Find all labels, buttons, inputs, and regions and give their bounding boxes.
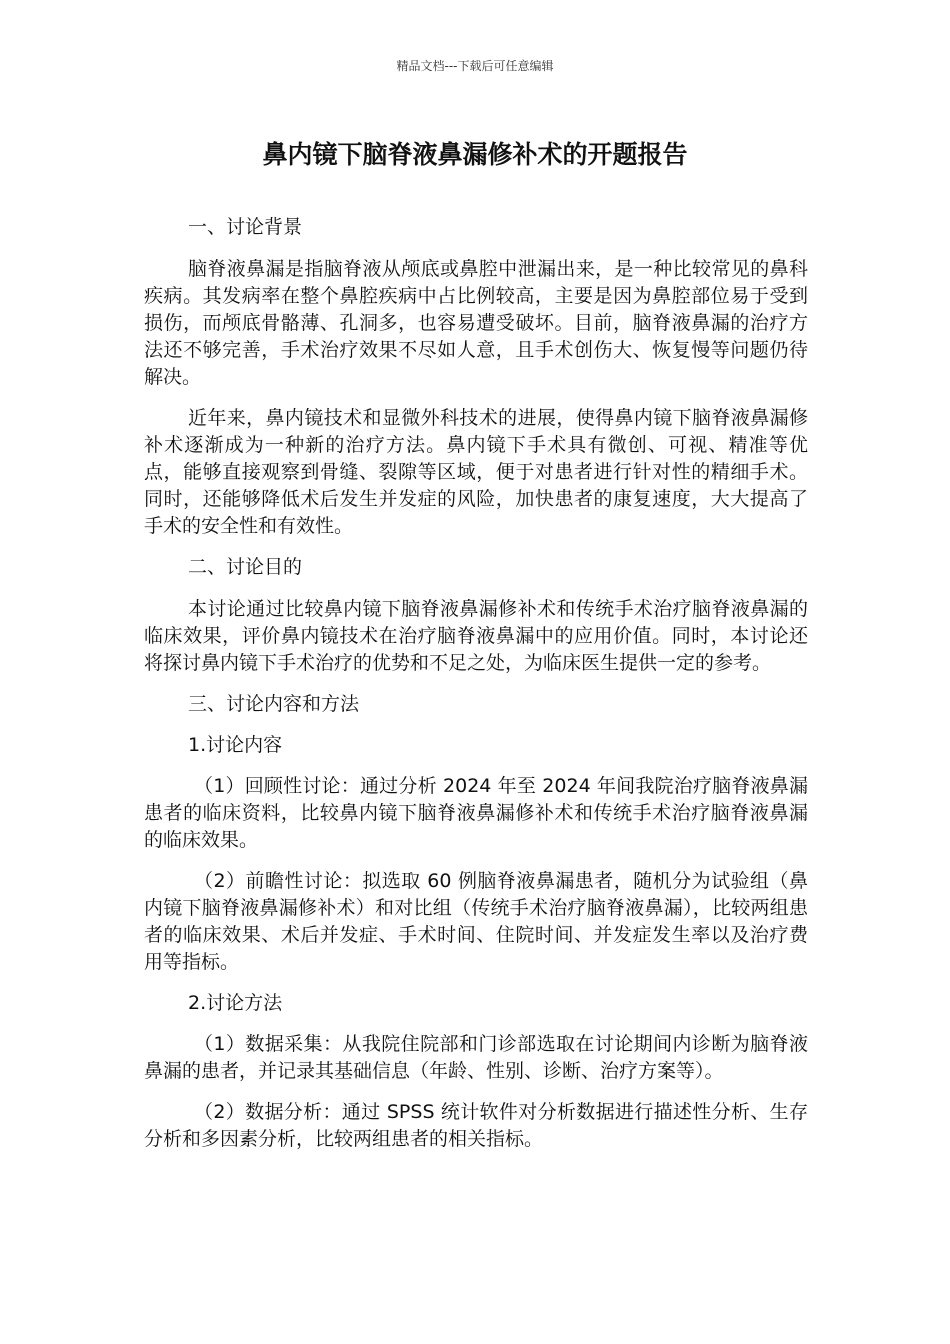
document-title: 鼻内镜下脑脊液鼻漏修补术的开题报告 (262, 140, 688, 169)
subsection-heading-content: 1.讨论内容 (188, 734, 283, 756)
methods-paragraph-data-analysis: （2）数据分析：通过 SPSS 统计软件对分析数据进行描述性分析、生存分析和多因素分析，比较两组患者的相关指标。 (144, 1101, 808, 1150)
background-paragraph-1: 脑脊液鼻漏是指脑脊液从颅底或鼻腔中泄漏出来，是一种比较常见的鼻科疾病。其发病率在整个鼻腔疾病中占比例较高，主要是因为鼻腔部位易于受到损伤，而颅底骨骼薄、孔洞多，也容易遭受破坏。目前，脑脊液鼻漏的治疗方法还不够完善，手术治疗效果不尽如人意，且手术创伤大、恢复慢等问题仍待解决。 (144, 258, 808, 388)
header-note: 精品文档---下载后可任意编辑 (396, 59, 554, 73)
document-body (144, 214, 808, 1153)
subsection-heading-methods: 2.讨论方法 (188, 992, 283, 1014)
section-heading-background: 一、讨论背景 (188, 216, 303, 238)
section-heading-content-methods: 三、讨论内容和方法 (188, 693, 360, 715)
content-paragraph-prospective: （2）前瞻性讨论：拟选取 60 例脑脊液鼻漏患者，随机分为试验组（鼻内镜下脑脊液鼻漏修补术）和对比组（传统手术治疗脑脊液鼻漏），比较两组患者的临床效果、术后并发症、手术时间、住院时间、并发症发生率以及治疗费用等指标。 (144, 870, 808, 973)
content-paragraph-retrospective: （1）回顾性讨论：通过分析 2024 年至 2024 年间我院治疗脑脊液鼻漏患者的临床资料，比较鼻内镜下脑脊液鼻漏修补术和传统手术治疗脑脊液鼻漏的临床效果。 (144, 775, 808, 851)
background-paragraph-2: 近年来，鼻内镜技术和显微外科技术的进展，使得鼻内镜下脑脊液鼻漏修补术逐渐成为一种新的治疗方法。鼻内镜下手术具有微创、可视、精准等优点，能够直接观察到骨缝、裂隙等区域，便于对患者进行针对性的精细手术。同时，还能够降低术后发生并发症的风险，加快患者的康复速度，大大提高了手术的安全性和有效性。 (144, 407, 808, 537)
section-heading-purpose: 二、讨论目的 (188, 556, 303, 578)
purpose-paragraph: 本讨论通过比较鼻内镜下脑脊液鼻漏修补术和传统手术治疗脑脊液鼻漏的临床效果，评价鼻内镜技术在治疗脑脊液鼻漏中的应用价值。同时，本讨论还将探讨鼻内镜下手术治疗的优势和不足之处，为临床医生提供一定的参考。 (144, 598, 808, 674)
methods-paragraph-data-collection: （1）数据采集：从我院住院部和门诊部选取在讨论期间内诊断为脑脊液鼻漏的患者，并记录其基础信息（年龄、性别、诊断、治疗方案等）。 (144, 1033, 808, 1082)
